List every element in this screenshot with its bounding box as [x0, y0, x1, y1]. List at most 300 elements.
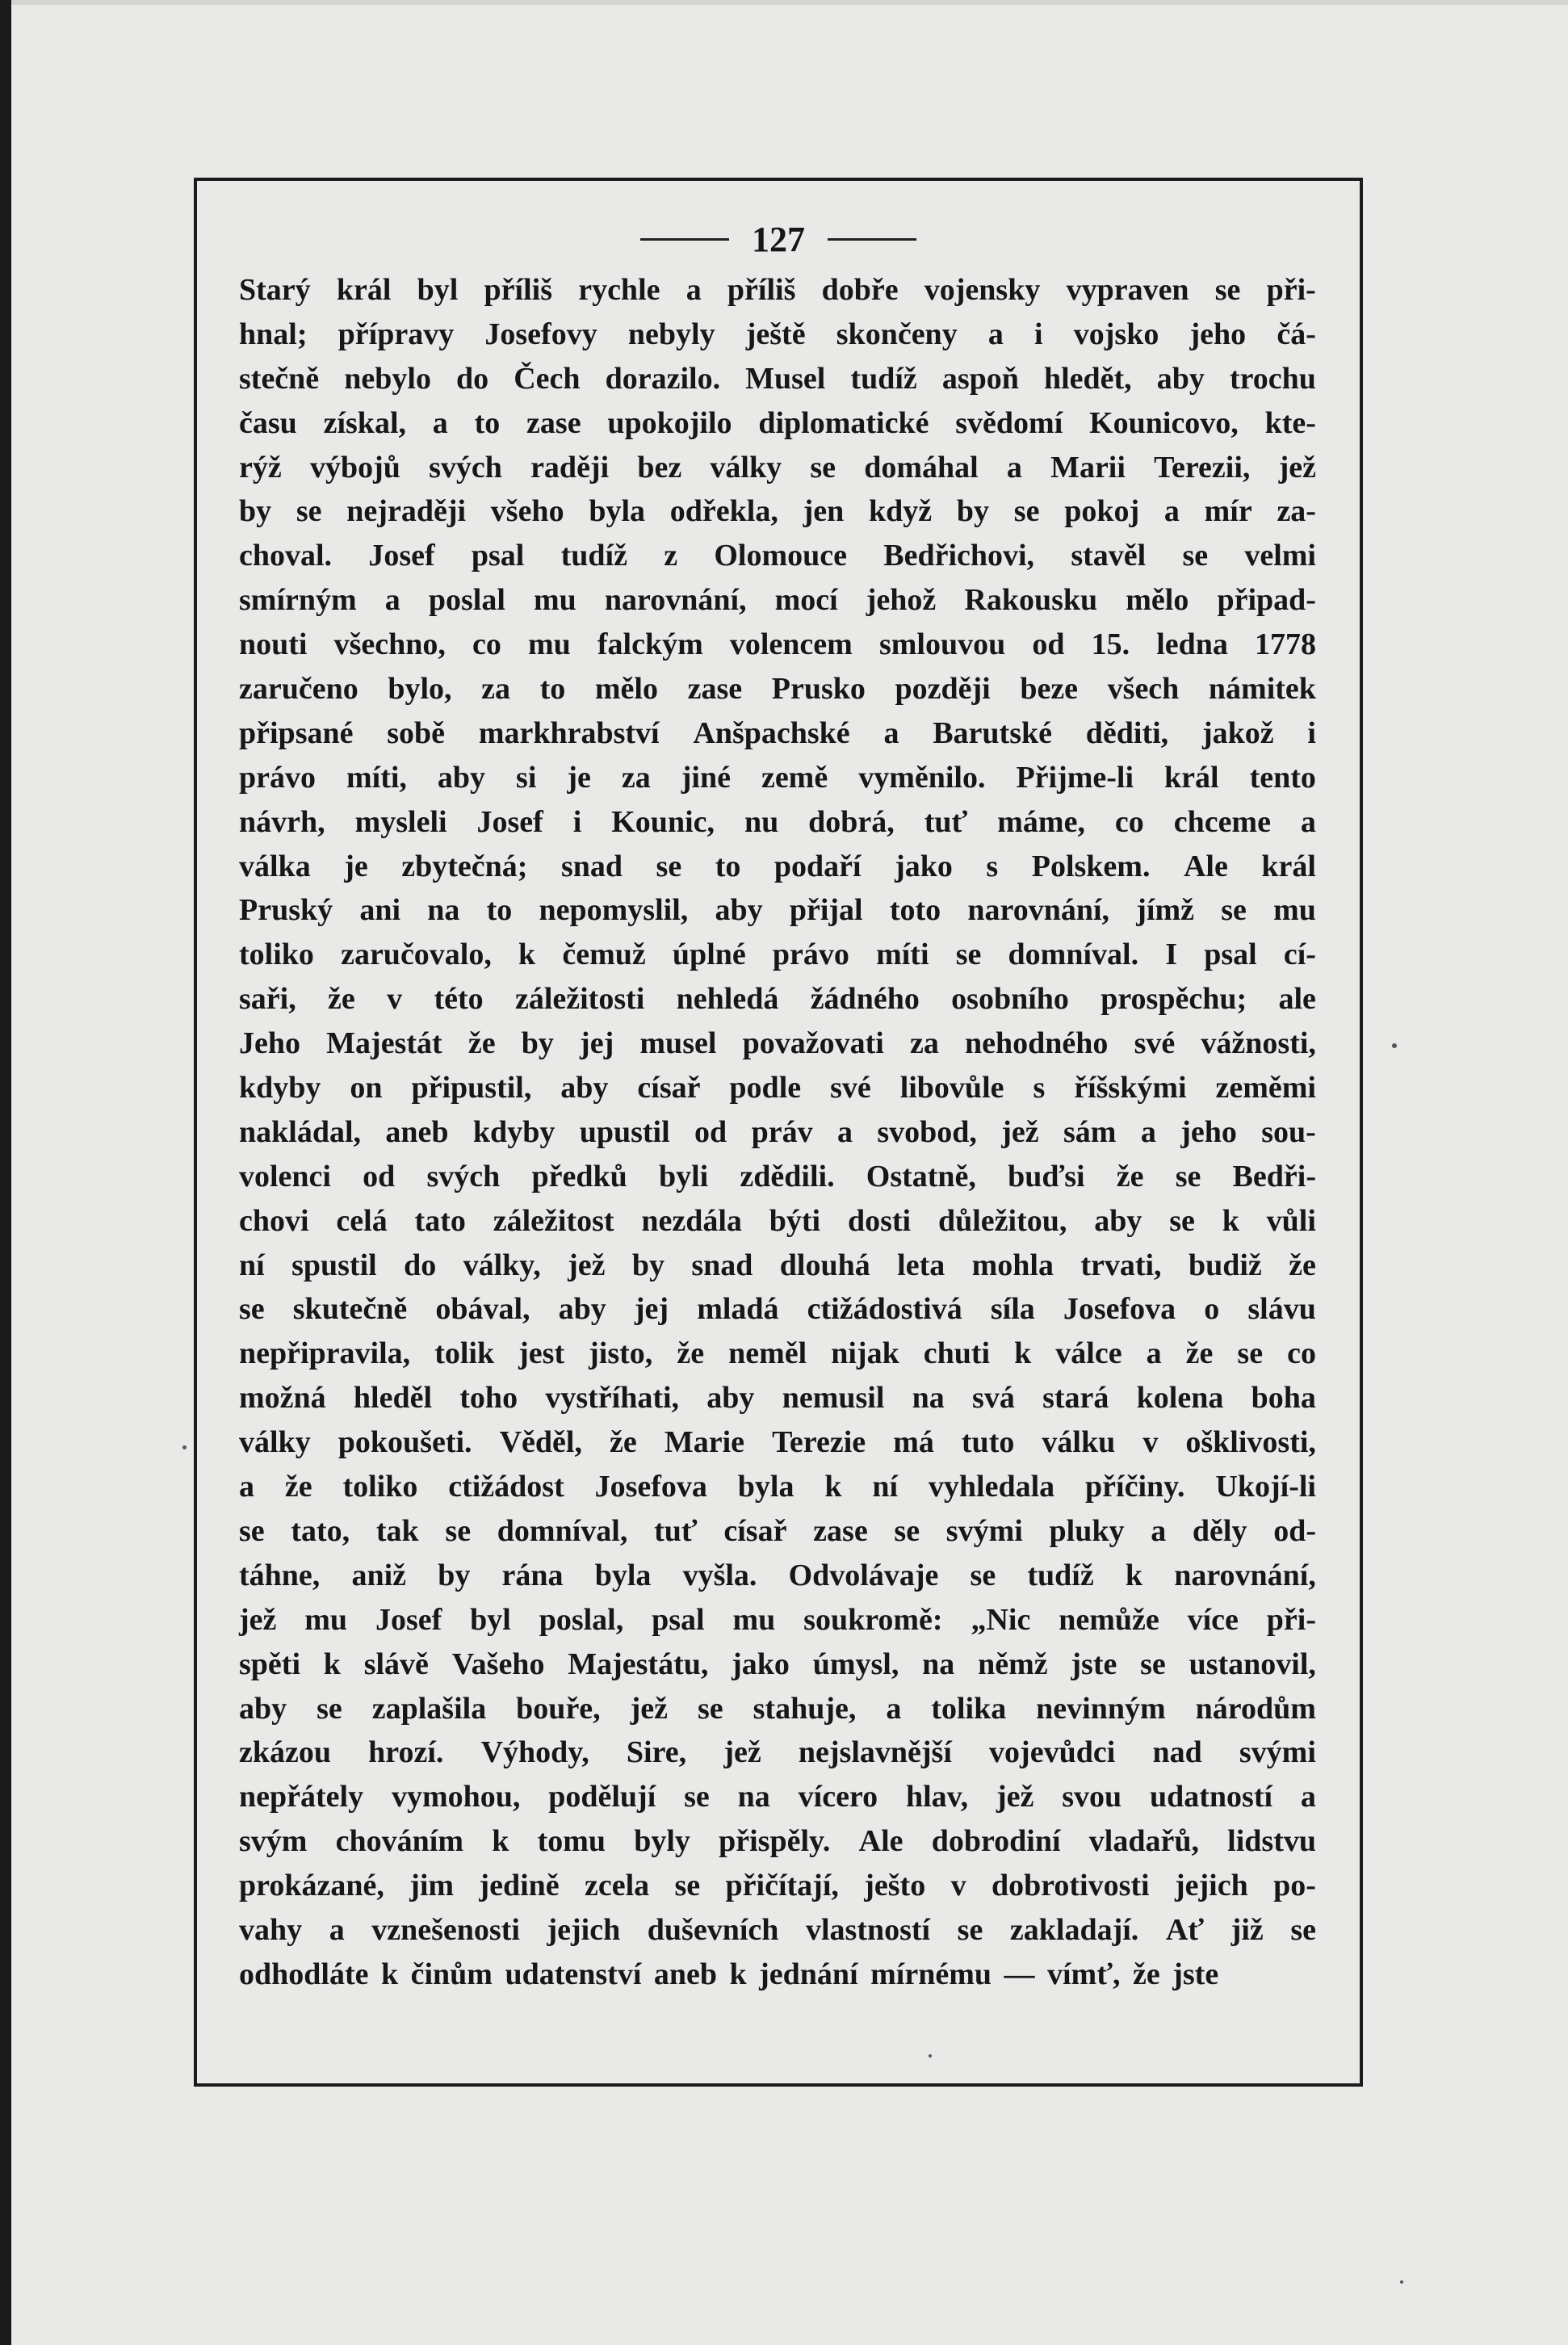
word: svých: [426, 1159, 501, 1193]
word: byl: [417, 273, 459, 307]
text-line: [239, 1376, 1316, 1420]
word: tento: [1249, 760, 1316, 795]
word: Kounicovo,: [1089, 405, 1239, 440]
word: tuto: [961, 1425, 1015, 1460]
word: k: [492, 1824, 509, 1859]
body-text: [239, 268, 1316, 1997]
word: ješto: [864, 1869, 926, 1903]
word: zaplašila: [371, 1691, 487, 1726]
word: byly: [634, 1824, 690, 1859]
text-line: [239, 1598, 1316, 1642]
word: nebyly: [627, 317, 715, 351]
word: prokázané,: [239, 1869, 384, 1903]
word: vyměnilo.: [858, 760, 986, 795]
word: se: [955, 938, 982, 972]
word: pokoušeti.: [337, 1425, 472, 1460]
word: rána: [501, 1558, 564, 1592]
word: pokoj: [1064, 494, 1140, 529]
word: by: [438, 1558, 471, 1592]
page-frame: [194, 178, 1363, 2087]
word: jest: [518, 1336, 565, 1371]
word: diplomatické: [758, 405, 929, 440]
word: stará: [1042, 1381, 1109, 1416]
word: a: [836, 1114, 853, 1149]
word: jen: [803, 494, 845, 529]
word: získal,: [323, 405, 406, 440]
word: že: [467, 1026, 496, 1061]
word: se: [1237, 1336, 1264, 1371]
word: duševních: [647, 1912, 779, 1947]
word: že: [328, 982, 355, 1017]
word: v: [387, 982, 403, 1017]
word: předků: [531, 1159, 627, 1193]
word: toliko: [239, 938, 314, 972]
word: toho: [459, 1381, 518, 1416]
text-line: [239, 313, 1316, 357]
word: upustil: [579, 1114, 670, 1149]
text-line: [239, 1199, 1316, 1244]
text-line: [239, 888, 1316, 933]
word: Přijme-li: [1016, 760, 1134, 795]
page-header: [197, 215, 1360, 263]
word: jako: [732, 1647, 790, 1681]
scan-top-edge: [11, 0, 1568, 5]
word: to: [715, 849, 741, 883]
word: míti: [876, 938, 929, 972]
word: všech: [1107, 672, 1180, 707]
word: cí-: [1283, 938, 1316, 972]
word: Ale: [858, 1824, 903, 1859]
word: udatností: [1149, 1780, 1273, 1814]
text-line: [239, 1775, 1316, 1819]
word: sobě: [387, 715, 446, 750]
word: 1778: [1255, 627, 1316, 662]
word: této: [434, 982, 484, 1017]
word: ctižádostivá: [807, 1292, 962, 1327]
word: na: [922, 1647, 955, 1681]
word: tudíž: [560, 539, 627, 573]
word: aby: [706, 1381, 755, 1416]
word: válka: [239, 849, 311, 883]
scan-speck: [1400, 2280, 1403, 2284]
word: celá: [336, 1203, 388, 1238]
word: a: [1300, 804, 1316, 839]
word: hledět,: [1043, 361, 1132, 396]
word: kolena: [1136, 1381, 1224, 1416]
word: Jeho: [239, 1026, 300, 1061]
text-line: [239, 1021, 1316, 1066]
word: svých: [429, 450, 502, 485]
word: války: [239, 1425, 311, 1460]
word: vladařů,: [1088, 1824, 1199, 1859]
word: národům: [1195, 1691, 1316, 1726]
word: Anšpachské: [693, 715, 850, 750]
word: možná: [239, 1381, 326, 1416]
word: za: [481, 672, 511, 707]
word: pluky: [1049, 1513, 1125, 1548]
text-line: [239, 1730, 1316, 1775]
word: zaručovalo,: [341, 938, 492, 972]
word: kte-: [1264, 405, 1316, 440]
word: nejraději: [346, 494, 467, 529]
word: by: [631, 1248, 665, 1282]
word: v: [950, 1869, 966, 1903]
word: vznešenosti: [371, 1912, 520, 1947]
word: buďsi: [1008, 1159, 1085, 1193]
word: jež: [996, 1780, 1034, 1814]
word: svým: [239, 1824, 308, 1859]
word: beze: [1020, 672, 1079, 707]
word: snad: [691, 1248, 753, 1282]
word: připustil,: [411, 1071, 532, 1105]
word: s: [986, 849, 999, 883]
word: vystříhati,: [545, 1381, 680, 1416]
word: mu: [533, 583, 576, 618]
word: Sire,: [626, 1735, 687, 1770]
word: ní: [872, 1470, 899, 1504]
word: Josefova: [594, 1470, 707, 1504]
word: za: [621, 760, 651, 795]
word: smlouvou: [878, 627, 1006, 662]
word: tuť: [924, 804, 968, 839]
text-line: [239, 800, 1316, 845]
word: zakladají.: [1009, 1912, 1139, 1947]
word: upokojilo: [607, 405, 732, 440]
word: k: [1014, 1336, 1032, 1371]
word: hnal;: [239, 317, 308, 351]
word: Starý: [239, 273, 311, 307]
word: k: [518, 938, 536, 972]
word: jej: [580, 1026, 614, 1061]
word: země: [761, 760, 828, 795]
word: nemůže: [1059, 1602, 1159, 1637]
word: nejslavnější: [798, 1735, 952, 1770]
word: kdyby: [472, 1114, 556, 1149]
word: rýž: [239, 450, 282, 485]
word: a: [432, 405, 448, 440]
word: tuť: [654, 1513, 698, 1548]
text-line: [239, 667, 1316, 711]
word: po-: [1273, 1869, 1316, 1903]
word: Kounic,: [611, 804, 715, 839]
text-line: [239, 1642, 1316, 1687]
word: císař: [637, 1071, 701, 1105]
word: nezdála: [641, 1203, 742, 1238]
word: byla: [594, 1558, 652, 1592]
text-line: [239, 1420, 1316, 1465]
word: tolik: [434, 1336, 495, 1371]
text-line: [239, 1819, 1316, 1864]
text-line: [239, 1287, 1316, 1332]
word: ustanovil,: [1189, 1647, 1316, 1681]
word: námitek: [1208, 672, 1316, 707]
word: Olomouce: [714, 539, 847, 573]
word: obával,: [435, 1292, 530, 1327]
word: mu: [1273, 893, 1316, 928]
word: chceme: [1173, 804, 1271, 839]
word: že: [1289, 1248, 1316, 1282]
word: že: [284, 1470, 312, 1504]
word: co: [472, 627, 501, 662]
word: bez: [637, 450, 682, 485]
word: je: [567, 760, 591, 795]
word: byla: [589, 494, 646, 529]
word: vícero: [798, 1780, 878, 1814]
word: úplné: [672, 938, 746, 972]
word: dobře: [821, 273, 899, 307]
word: jej: [634, 1292, 669, 1327]
word: nevinným: [1036, 1691, 1166, 1726]
word: mělo: [1126, 583, 1189, 618]
word: libovůle: [899, 1071, 1004, 1105]
word: hleděl: [353, 1381, 433, 1416]
word: smírným: [239, 583, 357, 618]
scan-speck: [929, 2054, 932, 2058]
word: by: [521, 1026, 554, 1061]
word: nouti: [239, 627, 308, 662]
word: záležitosti: [514, 982, 645, 1017]
text-line: [239, 1509, 1316, 1554]
word: jisto,: [589, 1336, 653, 1371]
word: se: [1182, 539, 1209, 573]
word: ale: [1278, 982, 1316, 1017]
word: rychle: [578, 273, 660, 307]
word: příliš: [727, 273, 796, 307]
word: král: [336, 273, 392, 307]
word: chováním: [335, 1824, 464, 1859]
word: raději: [530, 450, 610, 485]
text-line: [239, 845, 1316, 889]
word: zdědili.: [740, 1159, 835, 1193]
text-line: [239, 623, 1316, 667]
word: zase: [687, 672, 743, 707]
word: Rakousku: [964, 583, 1098, 618]
word: snad: [560, 849, 623, 883]
word: spustil: [291, 1248, 377, 1282]
word: vojevůdci: [989, 1735, 1116, 1770]
word: skutečně: [292, 1292, 408, 1327]
word: falckým: [597, 627, 703, 662]
word: choval.: [239, 539, 333, 573]
word: že: [1185, 1336, 1214, 1371]
word: nad: [1152, 1735, 1202, 1770]
word: byl: [470, 1602, 511, 1637]
word: a: [329, 1912, 345, 1947]
text-line: [239, 1864, 1316, 1908]
word: příliš: [484, 273, 552, 307]
word: aby: [560, 1071, 609, 1105]
word: Ukojí-li: [1215, 1470, 1316, 1504]
word: chovi: [239, 1203, 309, 1238]
header-dash-left: [640, 238, 729, 241]
word: nakládal,: [239, 1114, 362, 1149]
word: aby: [715, 893, 763, 928]
text-line: [239, 1155, 1316, 1199]
word: psal: [652, 1602, 705, 1637]
text-line: [239, 1554, 1316, 1598]
word: Prusko: [771, 672, 866, 707]
word: od-: [1273, 1513, 1316, 1548]
word: to: [539, 672, 566, 707]
text-line: [239, 1908, 1316, 1953]
word: jejich: [547, 1912, 621, 1947]
word: od: [694, 1114, 727, 1149]
word: zbytečná;: [401, 849, 528, 883]
word: a: [1140, 1114, 1156, 1149]
word: Josef: [476, 804, 543, 839]
word: vahy: [239, 1912, 303, 1947]
word: Odvolávaje: [788, 1558, 939, 1592]
word: mělo: [594, 672, 658, 707]
word: připad-: [1217, 583, 1316, 618]
word: svobod,: [877, 1114, 977, 1149]
text-line: [239, 446, 1316, 490]
word: důležitou,: [937, 1203, 1067, 1238]
word: příčiny.: [1085, 1470, 1185, 1504]
word: k: [824, 1470, 842, 1504]
word: Ať: [1165, 1912, 1205, 1947]
word: Čech: [514, 361, 581, 396]
word: soukromě:: [803, 1602, 943, 1637]
word: nemusil: [782, 1381, 885, 1416]
word: byli: [658, 1159, 709, 1193]
word: do: [404, 1248, 437, 1282]
word: jež: [239, 1602, 277, 1637]
word: jež: [1278, 450, 1316, 485]
word: táhne,: [239, 1558, 321, 1592]
word: aby: [239, 1691, 287, 1726]
word: svá: [972, 1381, 1015, 1416]
word: a: [987, 317, 1004, 351]
word: by: [956, 494, 990, 529]
word: se: [239, 1292, 265, 1327]
word: psal: [1204, 938, 1257, 972]
header-dash-right: [828, 238, 916, 241]
word: neměl: [728, 1336, 807, 1371]
text-line: [239, 1244, 1316, 1288]
word: svými: [945, 1513, 1023, 1548]
word: se: [1221, 893, 1247, 928]
word: jímž: [1136, 893, 1194, 928]
word: narovnání,: [604, 583, 747, 618]
word: svědomí: [955, 405, 1063, 440]
word: nehodného: [965, 1026, 1109, 1061]
word: narovnání,: [967, 893, 1110, 928]
word: býti: [769, 1203, 821, 1238]
word: poslal,: [539, 1602, 624, 1637]
word: míti,: [346, 760, 407, 795]
word: jeho: [1189, 317, 1247, 351]
word: tato,: [291, 1513, 350, 1548]
word: právo: [772, 938, 849, 972]
word: volencem: [729, 627, 853, 662]
word: velmi: [1244, 539, 1316, 573]
text-line: [239, 578, 1316, 623]
word: se: [1140, 1647, 1166, 1681]
word: právo: [239, 760, 316, 795]
word: Ostatně,: [866, 1159, 976, 1193]
word: války,: [463, 1248, 541, 1282]
word: 15.: [1091, 627, 1130, 662]
word: jehož: [866, 583, 937, 618]
word: Bedřichovi,: [883, 539, 1035, 573]
word: Majestát: [326, 1026, 442, 1061]
word: tolika: [931, 1691, 1007, 1726]
word: tak: [375, 1513, 419, 1548]
word: Josef: [368, 539, 435, 573]
text-line: [239, 977, 1316, 1021]
word: Josefovy: [484, 317, 597, 351]
word: stahuje,: [753, 1691, 857, 1726]
word: k: [1125, 1558, 1143, 1592]
word: tato: [414, 1203, 466, 1238]
word: se: [445, 1513, 472, 1548]
word: Pruský: [239, 893, 333, 928]
word: musel: [639, 1026, 717, 1061]
word: se: [957, 1912, 983, 1947]
word: mu: [304, 1602, 348, 1637]
word: a: [384, 583, 400, 618]
word: vypraven: [1066, 273, 1189, 307]
word: záležitost: [493, 1203, 614, 1238]
word: budiž: [1188, 1248, 1262, 1282]
word: domníval.: [1008, 938, 1139, 972]
scan-left-edge: [0, 0, 11, 2345]
word: aby: [1156, 361, 1205, 396]
word: jež: [568, 1248, 606, 1282]
word: vyšla.: [682, 1558, 757, 1592]
word: ošklivosti,: [1185, 1425, 1316, 1460]
word: dlouhá: [779, 1248, 870, 1282]
word: nehledá: [676, 982, 779, 1017]
word: a: [1006, 450, 1022, 485]
word: zkázou: [239, 1735, 331, 1770]
word: Musel: [745, 361, 826, 396]
word: mocí: [774, 583, 838, 618]
word: jež: [630, 1691, 669, 1726]
text-line: [239, 1110, 1316, 1155]
word: Majestátu,: [568, 1647, 709, 1681]
word: král: [1261, 849, 1316, 883]
text-line: [239, 933, 1316, 977]
word: aby: [1094, 1203, 1142, 1238]
word: slávě: [363, 1647, 429, 1681]
word: boha: [1251, 1381, 1316, 1416]
word: slávu: [1247, 1292, 1316, 1327]
word: se: [317, 1691, 342, 1726]
word: jež: [1001, 1114, 1039, 1149]
word: že: [610, 1425, 637, 1460]
word: aby: [437, 760, 486, 795]
word: svou: [1062, 1780, 1122, 1814]
word: vážnosti,: [1201, 1026, 1316, 1061]
word: že: [677, 1336, 705, 1371]
word: Ale: [1183, 849, 1228, 883]
word: i: [572, 804, 582, 839]
word: stavěl: [1071, 539, 1147, 573]
word: máme,: [997, 804, 1085, 839]
word: se: [684, 1780, 710, 1814]
word: přijal: [789, 893, 863, 928]
word: děditi,: [1085, 715, 1169, 750]
word: domníval,: [497, 1513, 628, 1548]
word: sou-: [1261, 1114, 1316, 1149]
word: domáhal: [864, 450, 979, 485]
word: si: [516, 760, 537, 795]
word: vojensky: [924, 273, 1041, 307]
word: a: [886, 1691, 902, 1726]
word: jedině: [479, 1869, 560, 1903]
